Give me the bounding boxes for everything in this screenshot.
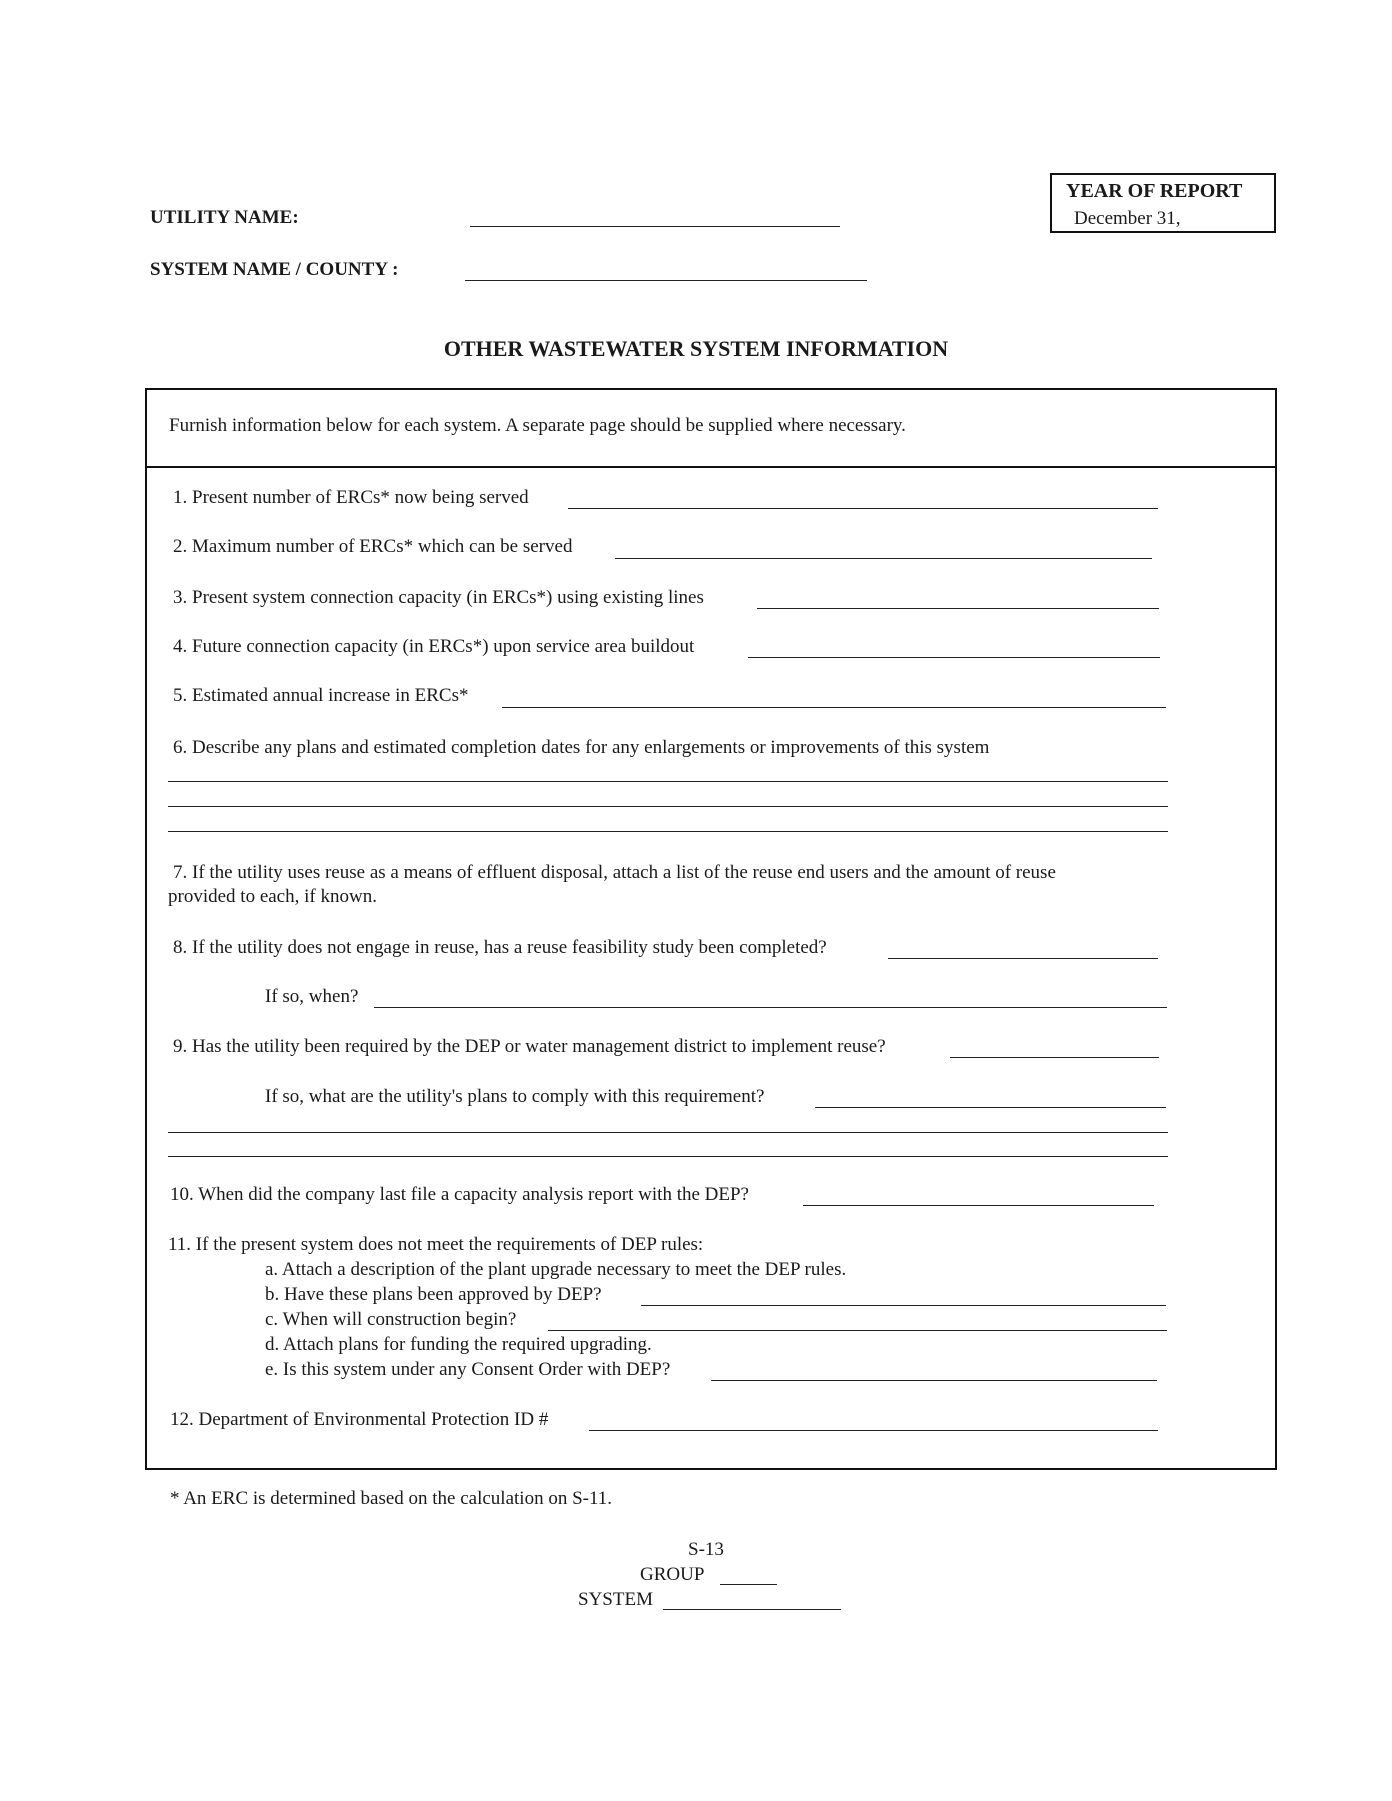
question-7-label-line-2: provided to each, if known. <box>168 886 377 907</box>
question-9-sub-label: If so, what are the utility's plans to comply with this requirement? <box>265 1086 765 1107</box>
question-2-label: 2. Maximum number of ERCs* which can be served <box>173 536 573 557</box>
erc-footnote: * An ERC is determined based on the calculation on S-11. <box>170 1488 613 1509</box>
question-3-label: 3. Present system connection capacity (in ERCs*) using existing lines <box>173 587 704 608</box>
question-1-field[interactable] <box>568 508 1158 509</box>
question-9-plans-line-2[interactable] <box>168 1156 1168 1157</box>
question-9-field[interactable] <box>950 1057 1159 1058</box>
question-11e-label: e. Is this system under any Consent Order with DEP? <box>265 1359 671 1380</box>
page-title: OTHER WASTEWATER SYSTEM INFORMATION <box>443 336 949 361</box>
question-9-label: 9. Has the utility been required by the DEP or water management district to implement reuse? <box>173 1036 886 1057</box>
system-county-field[interactable] <box>465 280 867 281</box>
year-of-report-title: YEAR OF REPORT <box>1066 180 1243 202</box>
question-11c-label: c. When will construction begin? <box>265 1309 517 1330</box>
question-9-plans-line-1[interactable] <box>168 1132 1168 1133</box>
question-4-field[interactable] <box>748 657 1160 658</box>
question-8-field[interactable] <box>888 958 1158 959</box>
utility-name-label: UTILITY NAME: <box>150 207 299 228</box>
question-4-label: 4. Future connection capacity (in ERCs*) upon service area buildout <box>173 636 695 657</box>
question-11-label: 11. If the present system does not meet the requirements of DEP rules: <box>168 1234 704 1255</box>
question-5-label: 5. Estimated annual increase in ERCs* <box>173 685 469 706</box>
instructions-divider <box>147 466 1275 468</box>
instructions-text: Furnish information below for each system. A separate page should be supplied where necessary. <box>169 415 906 436</box>
question-8-sub-field[interactable] <box>374 1007 1167 1008</box>
group-label: GROUP <box>640 1564 705 1585</box>
question-2-field[interactable] <box>615 558 1152 559</box>
question-11b-field[interactable] <box>641 1305 1166 1306</box>
question-3-field[interactable] <box>757 608 1159 609</box>
question-9-sub-field[interactable] <box>815 1107 1166 1108</box>
question-8-label: 8. If the utility does not engage in reuse, has a reuse feasibility study been completed? <box>173 937 827 958</box>
question-11a-label: a. Attach a description of the plant upgrade necessary to meet the DEP rules. <box>265 1259 847 1280</box>
system-field[interactable] <box>663 1609 841 1610</box>
question-11d-label: d. Attach plans for funding the required upgrading. <box>265 1334 652 1355</box>
year-of-report-box <box>1050 173 1276 233</box>
question-12-label: 12. Department of Environmental Protection ID # <box>170 1409 549 1430</box>
question-6-field-line-2[interactable] <box>168 806 1168 807</box>
question-5-field[interactable] <box>502 707 1166 708</box>
question-10-field[interactable] <box>803 1205 1154 1206</box>
utility-name-field[interactable] <box>470 226 840 227</box>
question-1-label: 1. Present number of ERCs* now being served <box>173 487 529 508</box>
question-11e-field[interactable] <box>711 1380 1157 1381</box>
question-11b-label: b. Have these plans been approved by DEP? <box>265 1284 602 1305</box>
question-10-label: 10. When did the company last file a capacity analysis report with the DEP? <box>170 1184 749 1205</box>
group-field[interactable] <box>720 1584 777 1585</box>
question-12-field[interactable] <box>589 1430 1158 1431</box>
question-6-label: 6. Describe any plans and estimated completion dates for any enlargements or improvements of this system <box>173 737 990 758</box>
question-7-label-line-1: 7. If the utility uses reuse as a means of effluent disposal, attach a list of the reuse end users and the amount of reuse <box>173 862 1056 883</box>
question-11c-field[interactable] <box>548 1330 1167 1331</box>
question-8-sub-label: If so, when? <box>265 986 359 1007</box>
system-county-label: SYSTEM NAME / COUNTY : <box>150 259 399 280</box>
page-number: S-13 <box>688 1539 724 1560</box>
question-6-field-line-1[interactable] <box>168 781 1168 782</box>
question-6-field-line-3[interactable] <box>168 831 1168 832</box>
year-of-report-date[interactable]: December 31, <box>1074 208 1181 229</box>
system-label: SYSTEM <box>578 1589 653 1610</box>
